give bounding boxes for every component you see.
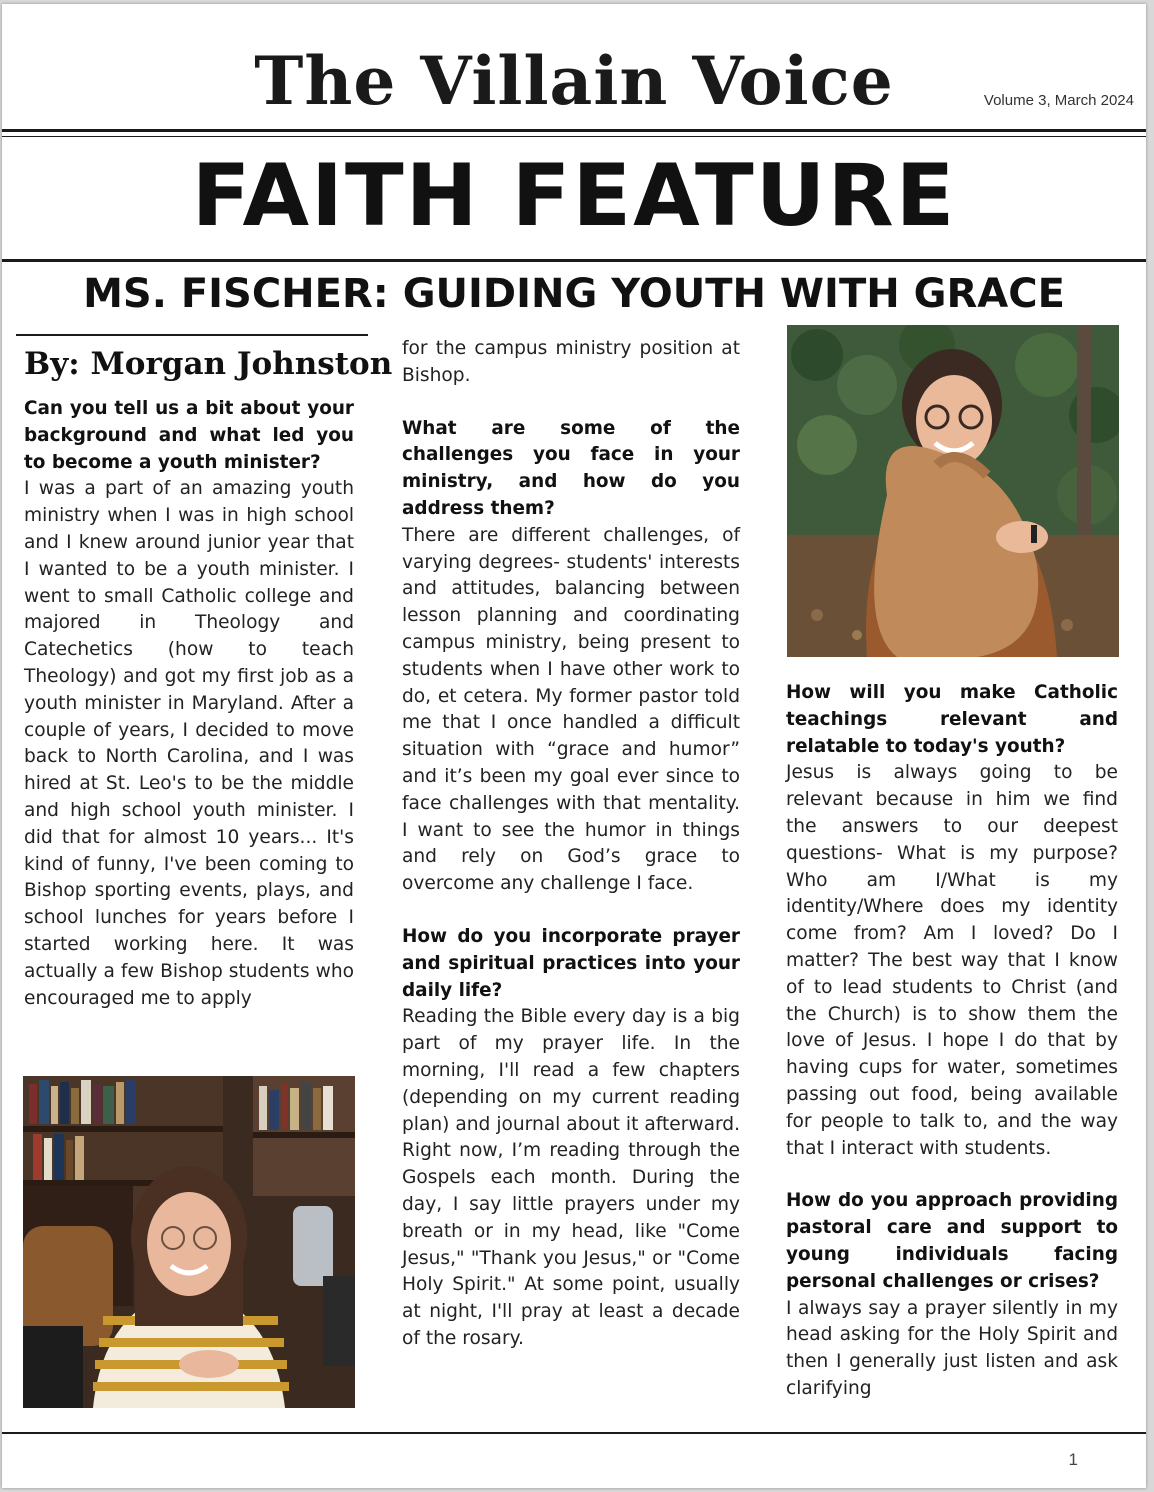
answer-background-continued: for the campus ministry position at Bishop. — [402, 338, 740, 386]
column-1 — [24, 396, 354, 1012]
photo-ms-fischer-dog — [787, 325, 1119, 657]
masthead-title: The Villain Voice — [254, 42, 894, 120]
answer-relevance: Jesus is always going to be relevant because in him we find the answers to our deepest questions- What is my purpose? Who am I/What is my identity/Where does my identity come from? Am I loved? Do I matter? The best way that I know of to lead students to Christ (and the Church) is to show them the love of Jesus. I hope I do that by having cups for water, sometimes passing out food, being available for people to talk to, and the way that I interact with students. — [786, 762, 1118, 1159]
answer-background: I was a part of an amazing youth ministry when I was in high school and I knew around junior year that I wanted to be a youth minister. I went to small Catholic college and majored in Theology and Catechetics (how to teach Theology) and got my first job as a youth minister in Maryland. After a couple of years, I decided to move back to North Carolina, and I was hired at St. Leo's to be the middle and high school youth minister. I did that for almost 10 years... It's kind of funny, I've been coming to Bishop sporting events, plays, and school lunches for years before I started working here. It was actually a few Bishop students who encouraged me to apply — [24, 478, 354, 1009]
column-3 — [786, 680, 1118, 1403]
question-challenges: What are some of the challenges you face in your ministry, and how do you address them? — [402, 417, 740, 519]
question-pastoral-care: How do you approach providing pastoral care and support to young individuals facing personal challenges or crises? — [786, 1190, 1118, 1292]
photo-desk-image — [23, 1076, 355, 1408]
answer-prayer: Reading the Bible every day is a big part of my prayer life. In the morning, I'll read a few chapters (depending on my current reading plan) and journal about it afterward. Right now, I’m reading through the Gospels each month. During the day, I say little prayers under my breath or in my head, like "Come Jesus," "Thank you Jesus," or "Come Holy Spirit." At some point, usually at night, I'll pray at least a decade of the rosary. — [402, 1006, 740, 1349]
masthead-rule-top — [2, 129, 1146, 132]
column-2 — [402, 336, 740, 1353]
question-relevance: How will you make Catholic teachings relevant and relatable to today's youth? — [786, 682, 1118, 757]
byline: By: Morgan Johnston — [24, 346, 393, 382]
footer-rule — [2, 1432, 1146, 1434]
volume-date: Volume 3, March 2024 — [983, 92, 1134, 109]
masthead-rule-bottom — [2, 136, 1146, 137]
article-headline: MS. FISCHER: GUIDING YOUTH WITH GRACE — [83, 271, 1065, 317]
photo-dog-image — [787, 325, 1119, 657]
newspaper-page — [2, 4, 1146, 1488]
answer-pastoral-care: I always say a prayer silently in my head asking for the Holy Spirit and then I generally just listen and ask clarifying — [786, 1297, 1118, 1399]
section-title: FAITH FEATURE — [191, 146, 957, 246]
answer-challenges: There are different challenges, of varying degrees- students' interests and attitudes, balancing between lesson planning and coordinating campus ministry, being present to students when I have other work to do, et cetera. My former pastor told me that I once handled a difficult situation with “grace and humor” and it’s been my goal ever since to face challenges with that mentality. I want to see the humor in things and rely on God’s grace to overcome any challenge I face. — [402, 524, 740, 895]
byline-rule — [16, 334, 368, 336]
photo-ms-fischer-desk — [23, 1076, 355, 1408]
question-prayer: How do you incorporate prayer and spiritual practices into your daily life? — [402, 925, 740, 1001]
section-rule — [2, 259, 1146, 262]
question-background: Can you tell us a bit about your background and what led you to become a youth minister? — [24, 398, 354, 473]
page-number: 1 — [1068, 1450, 1078, 1469]
